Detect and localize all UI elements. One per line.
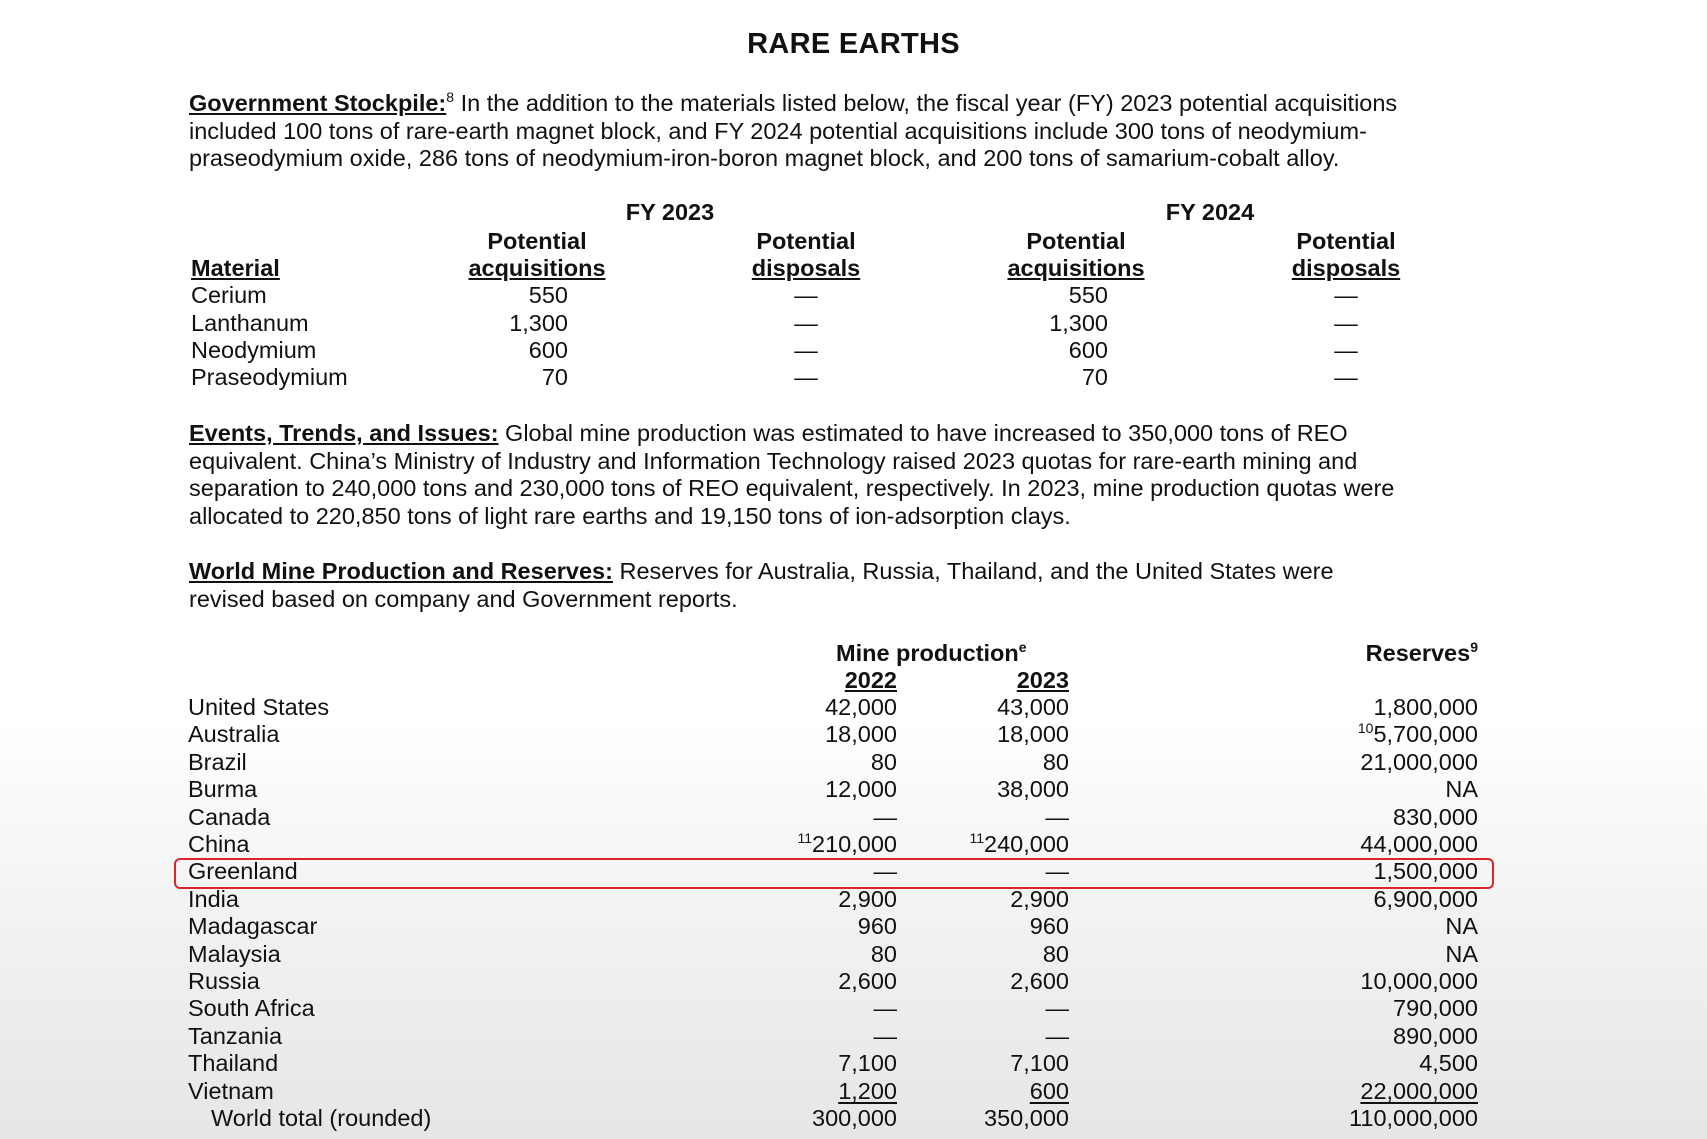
reserves-value-value: 790,000 <box>1393 995 1478 1022</box>
reserves-sup: 9 <box>1470 639 1478 655</box>
country-name: Vietnam <box>188 1077 274 1104</box>
production-2022-footnote: 11 <box>797 830 813 846</box>
production-2022-value: 1,200 <box>838 1077 897 1104</box>
production-2023-value: 7,100 <box>1010 1050 1069 1077</box>
production-2023 <box>930 1050 1069 1078</box>
production-2023-value: 18,000 <box>997 721 1069 748</box>
production-2022 <box>760 886 897 914</box>
production-2022 <box>760 1023 897 1051</box>
production-2023 <box>930 1078 1069 1106</box>
stockpile-acq-2023: 70 <box>541 364 568 390</box>
production-2022-value: — <box>873 858 897 885</box>
country-name: Thailand <box>188 1050 279 1077</box>
production-2023-value: — <box>1045 858 1069 885</box>
country-name: United States <box>188 694 330 720</box>
reserves-value-value: 4,500 <box>1419 1050 1478 1077</box>
production-2022 <box>760 1050 897 1078</box>
events-line-1: Global mine production was estimated to have increased to 350,000 tons of REO <box>498 420 1348 446</box>
world-total-2022: 300,000 <box>812 1105 897 1131</box>
country-name: South Africa <box>188 995 315 1022</box>
greenland-highlight-box <box>174 858 1494 889</box>
production-2022-value: — <box>873 803 897 830</box>
production-2023-value: 600 <box>1029 1077 1069 1104</box>
stockpile-disp-2024: — <box>1334 364 1358 390</box>
reserves-value <box>1280 913 1478 941</box>
production-2022 <box>760 749 897 777</box>
production-2022-value: 2,600 <box>838 968 897 994</box>
production-2023-value: — <box>1045 1022 1069 1049</box>
country-name: Russia <box>188 968 260 994</box>
stockpile-material: Praseodymium <box>191 364 348 390</box>
production-2022-value: 12,000 <box>825 776 897 803</box>
production-2023-value: 43,000 <box>997 694 1069 720</box>
stockpile-footnote: 8 <box>446 89 455 105</box>
reserves-value-value: 5,700,000 <box>1373 721 1478 748</box>
stockpile-disp-2023: — <box>794 337 818 363</box>
world-heading: World Mine Production and Reserves: <box>189 558 613 584</box>
stockpile-line-3: praseodymium oxide, 286 tons of neodymium-iron-boron magnet block, and 200 tons of samarium-cobalt alloy. <box>189 145 1340 171</box>
production-2023-value: 2,600 <box>1010 968 1069 994</box>
reserves-value <box>1280 694 1478 722</box>
production-2023-value: — <box>1045 995 1069 1022</box>
production-2022-value: 18,000 <box>825 721 897 748</box>
reserves-label: Reserves <box>1365 640 1471 666</box>
production-2022-value: — <box>873 1022 897 1049</box>
production-2023-value: 960 <box>1029 913 1069 940</box>
country-name: China <box>188 831 250 857</box>
reserves-value <box>1280 831 1478 859</box>
reserves-value-value: 10,000,000 <box>1360 968 1478 994</box>
world-total-reserves: 110,000,000 <box>1349 1105 1478 1131</box>
fy2023-acq-header-line2: acquisitions <box>468 255 606 281</box>
reserves-value-value: 44,000,000 <box>1360 831 1478 857</box>
fy2024-disp-header-line2: disposals <box>1291 255 1401 281</box>
world-line-2: revised based on company and Government reports. <box>189 585 738 612</box>
reserves-value-value: NA <box>1445 776 1478 803</box>
material-column-header: Material <box>191 255 280 281</box>
production-2022-value: 2,900 <box>838 885 897 912</box>
events-line-2: equivalent. China’s Ministry of Industry and Information Technology raised 2023 quotas for rare-earth mining and <box>189 447 1358 474</box>
production-2022 <box>760 721 897 749</box>
reserves-value <box>1280 721 1478 749</box>
reserves-value <box>1280 749 1478 777</box>
production-2023-value: 2,900 <box>1010 885 1069 912</box>
country-name: India <box>188 885 239 912</box>
production-2022 <box>760 913 897 941</box>
events-line-4: allocated to 220,850 tons of light rare earths and 19,150 tons of ion-adsorption clays. <box>189 502 1071 529</box>
reserves-value-value: 830,000 <box>1393 803 1478 830</box>
production-2023 <box>930 749 1069 777</box>
country-name: Brazil <box>188 748 247 775</box>
reserves-value-value: 22,000,000 <box>1360 1077 1478 1104</box>
reserves-value-value: 6,900,000 <box>1373 885 1478 912</box>
production-2023 <box>930 776 1069 804</box>
fy2024-acq-header-line1: Potential <box>1026 228 1126 254</box>
country-name: Tanzania <box>188 1022 283 1049</box>
production-2023-value: 80 <box>1042 940 1069 967</box>
reserves-value <box>1280 1078 1478 1106</box>
stockpile-line-1: In the addition to the materials listed below, the fiscal year (FY) 2023 potential acquisitions <box>454 90 1398 116</box>
year-2023-header: 2023 <box>1016 667 1069 693</box>
stockpile-acq-2024: 600 <box>1068 337 1108 363</box>
stockpile-acq-2024: 70 <box>1081 364 1108 390</box>
stockpile-disp-2023: — <box>794 364 818 390</box>
production-2022 <box>760 694 897 722</box>
fy2024-header: FY 2024 <box>1165 199 1255 225</box>
country-name: Greenland <box>188 858 298 885</box>
stockpile-line-2: included 100 tons of rare-earth magnet block, and FY 2024 potential acquisitions include 300 tons of neodymium- <box>189 117 1367 144</box>
production-2023 <box>930 886 1069 914</box>
world-total-label: World total (rounded) <box>211 1105 432 1131</box>
fy2023-disp-header-line1: Potential <box>756 228 856 254</box>
reserves-value <box>1280 776 1478 804</box>
reserves-header <box>1280 640 1478 668</box>
stockpile-acq-2024: 550 <box>1068 282 1108 308</box>
stockpile-acq-2023: 1,300 <box>509 310 568 336</box>
production-2022 <box>760 804 897 832</box>
production-2023-value: 38,000 <box>997 776 1069 803</box>
world-paragraph <box>189 558 1489 613</box>
production-2023 <box>930 968 1069 996</box>
production-2022 <box>760 995 897 1023</box>
production-2023-value: — <box>1045 803 1069 830</box>
stockpile-material: Lanthanum <box>191 310 309 336</box>
year-2022-header: 2022 <box>844 667 897 693</box>
country-name: Burma <box>188 776 258 803</box>
reserves-value-value: 890,000 <box>1393 1022 1478 1049</box>
reserves-value <box>1280 886 1478 914</box>
production-2022-value: 42,000 <box>825 694 897 720</box>
production-2022-value: 80 <box>870 748 897 775</box>
production-2022-value: — <box>873 995 897 1022</box>
reserves-value-value: 1,800,000 <box>1373 694 1478 720</box>
stockpile-disp-2023: — <box>794 282 818 308</box>
production-2023 <box>930 913 1069 941</box>
page-title: RARE EARTHS <box>747 28 960 60</box>
stockpile-material: Cerium <box>191 282 267 308</box>
production-2023-value: 80 <box>1042 748 1069 775</box>
reserves-value-value: 21,000,000 <box>1360 748 1478 775</box>
reserves-value <box>1280 804 1478 832</box>
production-2023 <box>930 1023 1069 1051</box>
reserves-value <box>1280 968 1478 996</box>
world-line-1: Reserves for Australia, Russia, Thailand, and the United States were <box>612 558 1334 584</box>
fy2024-acq-header-line2: acquisitions <box>1007 255 1145 281</box>
production-2023 <box>930 831 1069 859</box>
reserves-value-value: NA <box>1445 913 1478 940</box>
stockpile-heading: Government Stockpile: <box>189 90 447 116</box>
fy2023-acq-header-line1: Potential <box>487 228 587 254</box>
reserves-value-footnote: 10 <box>1357 720 1374 737</box>
stockpile-acq-2024: 1,300 <box>1049 310 1108 336</box>
reserves-value-value: 1,500,000 <box>1373 858 1478 885</box>
production-2022-value: 960 <box>857 913 897 940</box>
reserves-value <box>1280 1050 1478 1078</box>
stockpile-disp-2024: — <box>1334 282 1358 308</box>
world-total-2023: 350,000 <box>984 1105 1069 1131</box>
fy2023-header: FY 2023 <box>625 199 715 225</box>
production-2022 <box>760 1078 897 1106</box>
reserves-value-value: NA <box>1445 940 1478 967</box>
reserves-value <box>1280 995 1478 1023</box>
mine-production-header <box>836 640 1027 668</box>
production-2023 <box>930 995 1069 1023</box>
stockpile-acq-2023: 550 <box>528 282 568 308</box>
stockpile-disp-2024: — <box>1334 310 1358 336</box>
stockpile-disp-2024: — <box>1334 337 1358 363</box>
production-2022-value: 80 <box>870 940 897 967</box>
production-2023 <box>930 721 1069 749</box>
production-2022 <box>760 941 897 969</box>
production-2023 <box>930 804 1069 832</box>
stockpile-disp-2023: — <box>794 310 818 336</box>
stockpile-acq-2023: 600 <box>528 337 568 363</box>
production-2023 <box>930 694 1069 722</box>
mine-production-label: Mine production <box>836 640 1019 666</box>
production-2022 <box>760 968 897 996</box>
reserves-value <box>1280 1023 1478 1051</box>
production-2022-value: 7,100 <box>838 1050 897 1077</box>
production-2023-value: 240,000 <box>984 831 1069 857</box>
stockpile-paragraph <box>189 90 1489 173</box>
events-line-3: separation to 240,000 tons and 230,000 tons of REO equivalent, respectively. In 2023, mine production quotas were <box>189 475 1395 501</box>
country-name: Canada <box>188 803 271 830</box>
country-name: Australia <box>188 721 280 748</box>
production-2022 <box>760 776 897 804</box>
reserves-value <box>1280 941 1478 969</box>
production-2023 <box>930 941 1069 969</box>
production-2023-footnote: 11 <box>969 830 985 846</box>
fy2024-disp-header-line1: Potential <box>1296 228 1396 254</box>
country-name: Malaysia <box>188 940 281 967</box>
production-2022-value: 210,000 <box>812 831 897 857</box>
events-paragraph <box>189 420 1489 530</box>
country-name: Madagascar <box>188 913 318 940</box>
events-heading: Events, Trends, and Issues: <box>189 420 499 446</box>
production-2022 <box>760 831 897 859</box>
stockpile-material: Neodymium <box>191 337 317 363</box>
mine-production-sup: e <box>1018 639 1027 655</box>
fy2023-disp-header-line2: disposals <box>751 255 861 281</box>
